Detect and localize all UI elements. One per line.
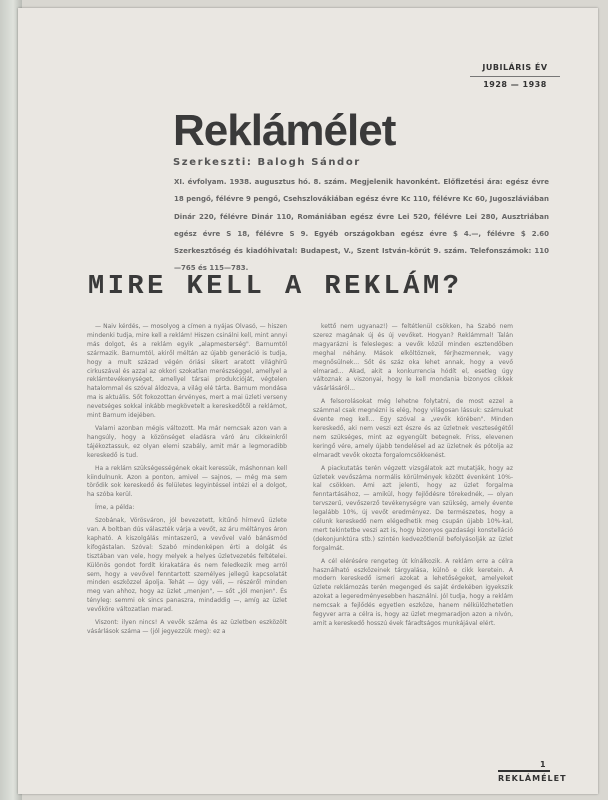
paragraph: A cél elérésére rengeteg út kínálkozik. A reklám erre a célra használható eszközeinek tárgyalása, külnö e cikk keretein. A modern kereskedő ismeri azokat a lehetőségeket, amelyeket üzlete reklámozás terén megenged és saját érdekében igyekszik azokat a legeredményesebben használni. Jól tudja, hogy a reklám nemcsak a fejlődés egyetlen eszköze, hanem nélkülözhetetlen fegyver arra a célra is, hogy az üzlet megmaradjon azon a nívón, amit a kereskedő hosszú évek fáradtságos munkájával elért. [313,557,513,627]
paragraph: Ha a reklám szükségességének okait keressük, máshonnan kell kiindulnunk. Azon a ponton, amivel — sajnos, — még ma sem törődik sok kereskedő és felületes legyintéssel intézi el a dolgot, ha szóba kerül. [87,464,287,499]
footer-rule [498,770,550,772]
footer-brand: REKLÁMÉLET [498,774,567,783]
article-headline: MIRE KELL A REKLÁM? [88,272,463,302]
paragraph: Szobának, Vörösváron, jól bevezetett, kitűnő hírnevű üzlete van. A boltban dús választék várja a vevőt, az áru méltányos áron kapható. A kiszolgálás mintaszerű, a vevővel való bánásmód kifogástalan. Szóval: Szabó mindenképen érti a dolgát és tisztában van vele, hogy melyek a helyes üzletvezetés feltételei. Különös gondot fordít kirakatára és nem feledkezik meg arról sem, hogy a vevővel fenntartott személyes jellegű kapcsolatát minden eszközzel ápolja. Tehát — úgy véli, — részéről minden meg van ahhoz, hogy az üzlet „menjen", — sőt „jól menjen". És tényleg: semmi ok sincs panaszra, mindaddig —, amíg az üzlet vevőköre változatlan marad. [87,517,287,614]
editor-line: Szerkeszti: Balogh Sándor [173,157,361,168]
masthead-info: XI. évfolyam. 1938. augusztus hó. 8. szám. Megjelenik havonként. Előfizetési ára: egész évre 18 pengő, félévre 9 pengő, Csehszlovákiában egész évre Kc 110, félévre Kc 60, Jugoszláviában Dinár 220, félévre Dinár 110, Romániában egész évre Lei 520, félévre Lei 280, Ausztriában egész évre S 18, félévre S 9. Egyéb országokban egész évre $ 4.—, félévre $ 2.60 Szerkesztőség és kiadóhivatal: Budapest, V., Szent István-körút 9. szám. Telefonszámok: 110—765 és 115—783. [174,178,549,273]
paragraph: A piackutatás terén végzett vizsgálatok azt mutatják, hogy az üzletek vevőszáma normális körülmények között évenként 10%-kal csökken. Ami azt jelenti, hogy az üzlet forgalma fenntartásához, — amikül, hogy fejlődésre törekednék, — olyan tervszerű, vevőszerző tevékenységre van szükség, amely évente legalább 10%, új vevőt eredményez. De természetes, hogy a célunk kereskedő nem elégedhetik meg csupán újabb 10%-kal, mert tekintetbe veszi azt is, hogy bizonyos gazdasági konstelláció (dekonjunktúra stb.) szintén kedvezőtlenül befolyásolják az üzlet forgalmát. [313,464,513,552]
paragraph: — Naiv kérdés, — mosolyog a címen a nyájas Olvasó, — hiszen mindenki tudja, mire kell a reklám! Hiszen csinálni kell, mint annyi más dolgot, és a reklám egyik „alapmesterség". Barnumtól származik. Barnumtól, akiről méltán az újabb generáció is tudja, hogy a mult század végén óriási sikert aratott világhírű cirkuszával és azzal az okkori szokatlan merészséggel, amellyel a reklámtevékenységet, amellyel társai produkcióját, végtelen hatalommal és szóval áldozva, a világ elé tárta. Barnum mondása ma is aktuális. Sőt fokozottan érvényes, mert a mai üzleti verseny nevetséges sokkal inkább megkövetelt a kereskedőtől a reklámot, mint Barnum idejében. [87,323,287,420]
page-number: 1 [540,760,546,769]
paragraph: A felsorolásokat még lehetne folytatni, de most ezzel a számmal csak megnézni is elég, hogy világosan lássuk: számukat évente meg kell... Egy szóval a „vevők körében". Minden kereskedő, aki nem veszi ezt észre és az üzletnek veszteségétől nem szükséges, mint az egyengült betegnek. Friss, elevenen keringő vére, amely újabb tendelésel ad az üzletnek és pótolja az elmaradt vevők okozta forgalomcsökkenést. [313,398,513,459]
paragraph: Viszont: ilyen nincs! A vevők száma és az üzletben eszközölt vásárlások száma — (jól jegyezzük meg): ez a [87,619,287,635]
jubilee-years: 1928 — 1938 [470,76,560,91]
jubilee-label: JUBILÁRIS ÉV [482,63,548,72]
article-right-column [313,323,513,633]
jubilee-badge [470,62,560,91]
article-left-column [87,323,287,641]
paragraph: kettő nem ugyanaz!) — feltétlenül csökken, ha Szabó nem szerez magának új és új vevőket. Hogyan? Reklámmal! Talán magyarázni is felesleges: a vevők közül minden esztendőben meghal néhány. Mások elköltöznek, férjhezmennek, vagy megnősülnek... Sőt és száz oka lehet annak, hogy a vevő elmarad... Akad, akit a konkurrencia hódít el, esetleg úgy változnak a viszonyai, hogy le kell mondania bizonyos cikkek vásárlásáról... [313,323,513,393]
paragraph: Íme, a példa: [95,504,135,512]
magazine-title: Reklámélet [173,106,396,155]
paragraph: Valami azonban mégis változott. Ma már nemcsak azon van a hangsúly, hogy a közönséget eladásra váró áru cikkeinkről tájékoztassuk, ez olyan elemi szabály, amit már a legmoradibb kereskedő is tud. [87,424,287,459]
